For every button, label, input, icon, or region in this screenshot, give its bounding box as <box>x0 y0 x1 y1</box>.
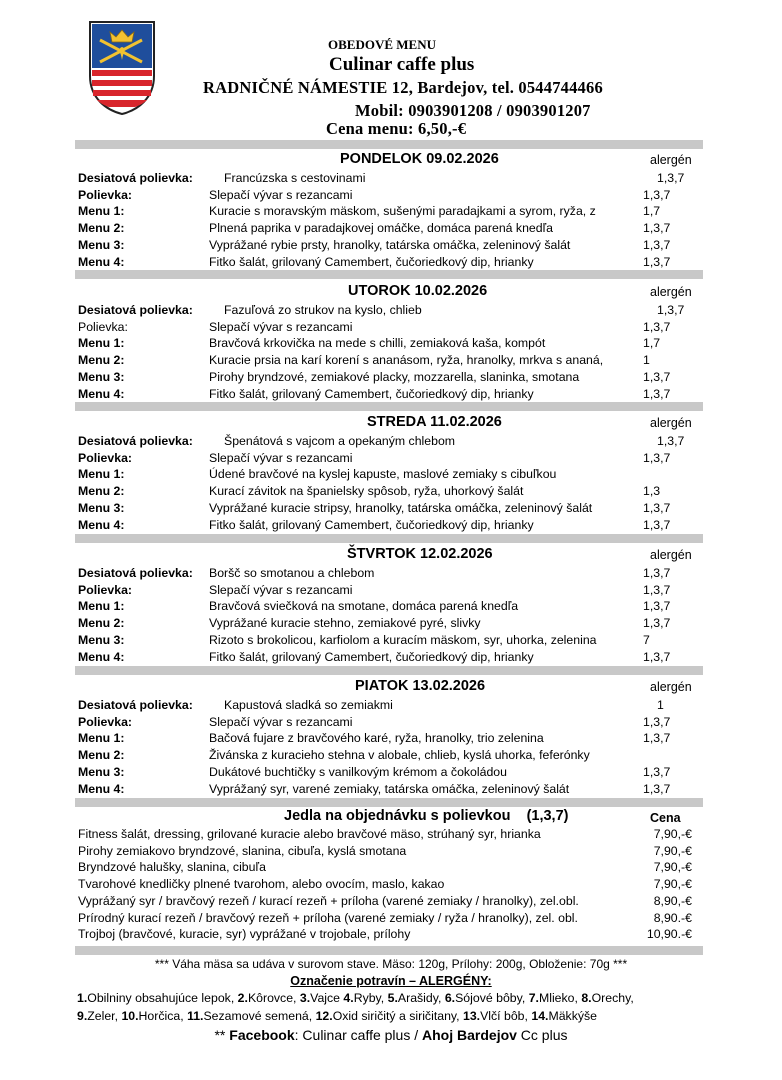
separator-bar <box>75 798 703 807</box>
allergen-name: Vlčí bôb, <box>480 1009 532 1023</box>
menu-row-allergens: 1,3,7 <box>643 500 671 515</box>
menu-row-allergens: 1,3,7 <box>643 369 671 384</box>
menu-row-label: Menu 4: <box>78 254 125 269</box>
allergen-number: 3. <box>299 991 311 1005</box>
menu-row-dish: Bačová fujare z bravčového karé, ryža, hranolky, trio zelenina <box>209 731 544 746</box>
menu-row-dish: Boršč so smotanou a chlebom <box>209 566 375 580</box>
menu-row-allergens: 1,3,7 <box>643 187 671 202</box>
menu-row <box>0 781 782 798</box>
menu-row-label: Menu 1: <box>78 599 125 614</box>
order-item-name: Prírodný kurací rezeň / bravčový rezeň + príloha (varené zemiaky / ryža / hranolky), zel. obl. <box>78 910 578 925</box>
menu-row-allergens: 1,3,7 <box>657 171 685 185</box>
menu-row <box>0 369 782 386</box>
order-item-price: 8,90,-€ <box>653 893 692 908</box>
menu-row-label: Polievka: <box>78 187 132 202</box>
menu-row-allergens: 1,3,7 <box>643 764 671 779</box>
menu-row-dish: Vyprážané kuracie stehno, zemiakové pyré, slivky <box>209 616 481 631</box>
menu-row-allergens: 1,3,7 <box>643 731 671 746</box>
allergen-name: Oxid siričitý a siričitany, <box>332 1009 463 1023</box>
menu-row <box>0 649 782 666</box>
order-item-name: Trojboj (bravčové, kuracie, syr) vyprážané v trojobale, prílohy <box>78 927 411 942</box>
allergen-name: Mäkkýše <box>548 1009 597 1023</box>
order-item-price: 10,90.-€ <box>646 927 692 942</box>
menu-row-dish: Fitko šalát, grilovaný Camembert, čučoriedkový dip, hrianky <box>209 386 534 401</box>
order-item-price: 7,90,-€ <box>653 877 692 892</box>
allergen-number: 10. <box>121 1009 139 1023</box>
menu-row-dish: Vyprážané kuracie stripsy, hranolky, tatárska omáčka, zeleninový šalát <box>209 500 593 515</box>
menu-row-dish: Fitko šalát, grilovaný Camembert, čučoriedkový dip, hrianky <box>209 254 534 269</box>
menu-row <box>0 319 782 336</box>
menu-row <box>0 187 782 204</box>
order-item-name: Pirohy zemiakovo bryndzové, slanina, cibuľa, kyslá smotana <box>78 843 407 858</box>
menu-row-label: Menu 1: <box>78 336 125 351</box>
allergen-number: 8. <box>581 991 592 1005</box>
allergen-number: 12. <box>315 1009 333 1023</box>
menu-row-label: Menu 3: <box>78 632 125 647</box>
order-price-header: Cena <box>650 811 681 825</box>
order-item-price: 7,90,-€ <box>653 827 692 841</box>
menu-row <box>0 352 782 369</box>
menu-row-dish: Slepačí vývar s rezancami <box>209 714 353 729</box>
allergen-title: Označenie potravín – ALERGÉNY: <box>290 974 492 988</box>
menu-price: Cena menu: 6,50,-€ <box>326 119 467 138</box>
allergen-number: 6. <box>444 991 456 1005</box>
allergen-number: 4. <box>343 991 354 1005</box>
menu-row-allergens: 1,3,7 <box>643 582 671 597</box>
allergen-name: Sójové bôby, <box>455 991 529 1005</box>
menu-row-label: Menu 1: <box>78 204 125 219</box>
order-item-row <box>0 893 782 910</box>
menu-row <box>0 565 782 582</box>
order-item-price: 7,90,-€ <box>653 843 692 858</box>
menu-title: OBEDOVÉ MENU <box>328 37 436 52</box>
allergen-name: Arašidy, <box>397 991 445 1005</box>
allergen-number: 14. <box>531 1009 549 1023</box>
menu-row-allergens: 7 <box>643 632 650 647</box>
allergen-name: Ryby, <box>353 991 388 1005</box>
facebook-line: ** Facebook: Culinar caffe plus / Ahoj Bardejov Cc plus <box>214 1027 568 1043</box>
coat-of-arms-logo <box>88 20 156 116</box>
day-title: UTOROK 10.02.2026 <box>348 283 488 299</box>
menu-row-label: Menu 4: <box>78 386 125 401</box>
menu-row-dish: Fitko šalát, grilovaný Camembert, čučoriedkový dip, hrianky <box>209 649 534 664</box>
menu-row-label: Menu 3: <box>78 369 125 384</box>
menu-row <box>0 632 782 649</box>
menu-row <box>0 483 782 500</box>
menu-row <box>0 697 782 714</box>
allergen-name: Zeler, <box>87 1009 122 1023</box>
menu-row-allergens: 1 <box>657 698 664 712</box>
separator-bar <box>75 402 703 411</box>
separator-bar <box>75 666 703 675</box>
menu-row <box>0 615 782 632</box>
menu-row-allergens: 1,3,7 <box>657 434 685 448</box>
allergen-name: Orechy, <box>591 991 634 1005</box>
menu-row-dish: Slepačí vývar s rezancami <box>209 319 353 334</box>
weight-note: *** Váha mäsa sa udáva v surovom stave. Mäso: 120g, Prílohy: 200g, Obloženie: 70g *** <box>154 957 628 971</box>
allergen-list-line-2 <box>77 1009 597 1023</box>
menu-row <box>0 466 782 483</box>
order-item-row <box>0 910 782 927</box>
menu-row <box>0 730 782 747</box>
order-item-price: 8,90.-€ <box>653 910 692 925</box>
order-item-name: Tvarohové knedličky plnené tvarohom, alebo ovocím, maslo, kakao <box>78 877 445 892</box>
order-item-price: 7,90,-€ <box>653 860 692 875</box>
allergen-name: Horčica, <box>138 1009 188 1023</box>
menu-row-dish: Živánska z kuracieho stehna v alobale, chlieb, kyslá uhorka, feferónky <box>209 748 590 763</box>
menu-row <box>0 714 782 731</box>
menu-row-label: Polievka: <box>78 582 132 597</box>
allergen-number: 1. <box>77 991 88 1005</box>
menu-row-label: Menu 4: <box>78 649 125 664</box>
menu-row-allergens: 1,3,7 <box>657 303 685 317</box>
menu-row-label: Desiatová polievka: <box>78 171 193 185</box>
allergen-name: Sezamové semená, <box>203 1009 316 1023</box>
order-item-name: Vyprážaný syr / bravčový rezeň / kurací rezeň + príloha (varené zemiaky / hranolky), zel.obl. <box>78 893 579 908</box>
separator-bar <box>75 270 703 279</box>
menu-row-allergens: 1,3,7 <box>643 386 671 401</box>
menu-row-allergens: 1,3,7 <box>643 221 671 236</box>
menu-row-allergens: 1 <box>643 353 650 368</box>
day-title: ŠTVRTOK 12.02.2026 <box>347 546 493 562</box>
menu-row-dish: Slepačí vývar s rezancami <box>209 187 353 202</box>
day-title: PIATOK 13.02.2026 <box>355 678 486 694</box>
menu-row <box>0 170 782 187</box>
menu-row-allergens: 1,7 <box>643 204 661 219</box>
menu-row-label: Menu 3: <box>78 237 125 252</box>
order-item-row <box>0 926 782 943</box>
menu-row-dish: Fitko šalát, grilovaný Camembert, čučoriedkový dip, hrianky <box>209 517 534 532</box>
allergen-name: Vajce <box>310 991 344 1005</box>
menu-row <box>0 433 782 450</box>
menu-row-allergens: 1,3,7 <box>643 714 671 729</box>
menu-row <box>0 335 782 352</box>
menu-row-allergens: 1,3,7 <box>643 599 671 614</box>
menu-row-dish: Dukátové buchtičky s vanilkovým krémom a čokoládou <box>209 764 507 779</box>
allergen-column-header: alergén <box>650 548 692 562</box>
menu-row-allergens: 1,7 <box>643 336 661 351</box>
separator-bar <box>75 534 703 543</box>
menu-row <box>0 598 782 615</box>
menu-row-allergens: 1,3,7 <box>643 517 671 532</box>
menu-row-label: Menu 2: <box>78 616 125 631</box>
menu-row-allergens: 1,3,7 <box>643 450 671 465</box>
menu-row <box>0 254 782 271</box>
menu-row-dish: Plnená paprika v paradajkovej omáčke, domáca parená knedľa <box>209 221 554 236</box>
menu-row-label: Menu 2: <box>78 748 125 763</box>
menu-row-dish: Slepačí vývar s rezancami <box>209 582 353 597</box>
menu-row <box>0 747 782 764</box>
allergen-list-line-1 <box>77 991 634 1005</box>
allergen-name: Kôrovce, <box>247 991 300 1005</box>
restaurant-name: Culinar caffe plus <box>329 54 475 75</box>
menu-row-dish: Kurací závitok na španielsky spôsob, ryža, uhorkový šalát <box>209 484 524 499</box>
menu-row-allergens: 1,3,7 <box>643 254 671 269</box>
day-title: PONDELOK 09.02.2026 <box>340 151 499 167</box>
menu-row-dish: Pirohy bryndzové, zemiakové placky, mozzarella, slaninka, smotana <box>209 369 580 384</box>
allergen-column-header: alergén <box>650 285 692 299</box>
menu-row-dish: Špenátová s vajcom a opekaným chlebom <box>224 434 456 448</box>
menu-row-dish: Kuracie s moravským mäskom, sušenými paradajkami a syrom, ryža, z <box>209 204 596 219</box>
allergen-number: 2. <box>237 991 248 1005</box>
menu-row-label: Menu 4: <box>78 517 125 532</box>
menu-row-dish: Vyprážaný syr, varené zemiaky, tatárska omáčka, zeleninový šalát <box>209 781 570 796</box>
order-item-name: Fitness šalát, dressing, grilované kuracie alebo bravčové mäso, strúhaný syr, hrianka <box>78 827 541 841</box>
menu-row-allergens: 1,3,7 <box>643 237 671 252</box>
allergen-number: 7. <box>528 991 539 1005</box>
menu-row-label: Polievka: <box>78 714 132 729</box>
restaurant-mobile: Mobil: 0903901208 / 0903901207 <box>355 101 591 120</box>
menu-row-dish: Vyprážané rybie prsty, hranolky, tatárska omáčka, zeleninový šalát <box>209 237 571 252</box>
menu-row-label: Desiatová polievka: <box>78 303 193 317</box>
menu-row-label: Polievka: <box>78 319 128 334</box>
allergen-column-header: alergén <box>650 680 692 694</box>
menu-row-dish: Slepačí vývar s rezancami <box>209 450 353 465</box>
menu-row <box>0 237 782 254</box>
separator-bar <box>75 946 703 955</box>
menu-row-dish: Fazuľová zo strukov na kyslo, chlieb <box>224 303 422 317</box>
menu-row-label: Menu 3: <box>78 500 125 515</box>
allergen-number: 9. <box>77 1009 88 1023</box>
menu-row-allergens: 1,3,7 <box>643 781 671 796</box>
menu-row-label: Menu 2: <box>78 353 125 368</box>
order-item-row <box>0 843 782 860</box>
menu-row-dish: Bravčová krkovička na mede s chilli, zemiaková kaša, kompót <box>209 336 546 351</box>
menu-row-allergens: 1,3,7 <box>643 319 671 334</box>
allergen-column-header: alergén <box>650 153 692 167</box>
menu-row <box>0 517 782 534</box>
order-item-row <box>0 876 782 893</box>
menu-row-dish: Údené bravčové na kyslej kapuste, maslové zemiaky s cibuľkou <box>209 467 557 482</box>
allergen-number: 11. <box>187 1009 204 1023</box>
menu-row <box>0 582 782 599</box>
allergen-number: 5. <box>387 991 398 1005</box>
menu-row-allergens: 1,3 <box>643 484 661 499</box>
menu-row-label: Menu 1: <box>78 731 125 746</box>
allergen-name: Obilniny obsahujúce lepok, <box>87 991 238 1005</box>
menu-row-label: Desiatová polievka: <box>78 434 193 448</box>
menu-row-label: Menu 3: <box>78 764 125 779</box>
menu-row-dish: Francúzska s cestovinami <box>224 171 366 185</box>
order-item-name: Bryndzové halušky, slanina, cibuľa <box>78 860 266 875</box>
menu-row <box>0 302 782 319</box>
menu-row <box>0 203 782 220</box>
menu-row <box>0 386 782 403</box>
menu-row <box>0 450 782 467</box>
menu-row-allergens: 1,3,7 <box>643 566 671 580</box>
menu-row-dish: Kapustová sladká so zemiakmi <box>224 698 393 712</box>
order-item-row <box>0 859 782 876</box>
menu-row <box>0 220 782 237</box>
menu-row-label: Menu 1: <box>78 467 125 482</box>
menu-row-dish: Rizoto s brokolicou, karfiolom a kuracím mäskom, syr, uhorka, zelenina <box>209 632 597 647</box>
menu-row-dish: Kuracie prsia na karí korení s ananásom, ryža, hranolky, mrkva s ananá, <box>209 353 604 368</box>
menu-row-label: Desiatová polievka: <box>78 698 193 712</box>
menu-row-label: Menu 2: <box>78 221 125 236</box>
menu-row-dish: Bravčová sviečková na smotane, domáca parená knedľa <box>209 599 519 614</box>
order-item-row <box>0 826 782 843</box>
menu-row-allergens: 1,3,7 <box>643 649 671 664</box>
menu-row-label: Polievka: <box>78 450 132 465</box>
menu-row-label: Menu 4: <box>78 781 125 796</box>
allergen-number: 13. <box>462 1009 481 1023</box>
menu-row-label: Desiatová polievka: <box>78 566 193 580</box>
menu-row-label: Menu 2: <box>78 484 125 499</box>
menu-row-allergens: 1,3,7 <box>643 616 671 631</box>
menu-row <box>0 764 782 781</box>
menu-row <box>0 500 782 517</box>
order-section-title: Jedla na objednávku s polievkou (1,3,7) <box>284 808 569 824</box>
day-title: STREDA 11.02.2026 <box>367 414 502 430</box>
allergen-column-header: alergén <box>650 416 692 430</box>
separator-bar <box>75 140 703 149</box>
allergen-name: Mlieko, <box>538 991 582 1005</box>
restaurant-address: RADNIČNÉ NÁMESTIE 12, Bardejov, tel. 0544744466 <box>203 78 603 97</box>
